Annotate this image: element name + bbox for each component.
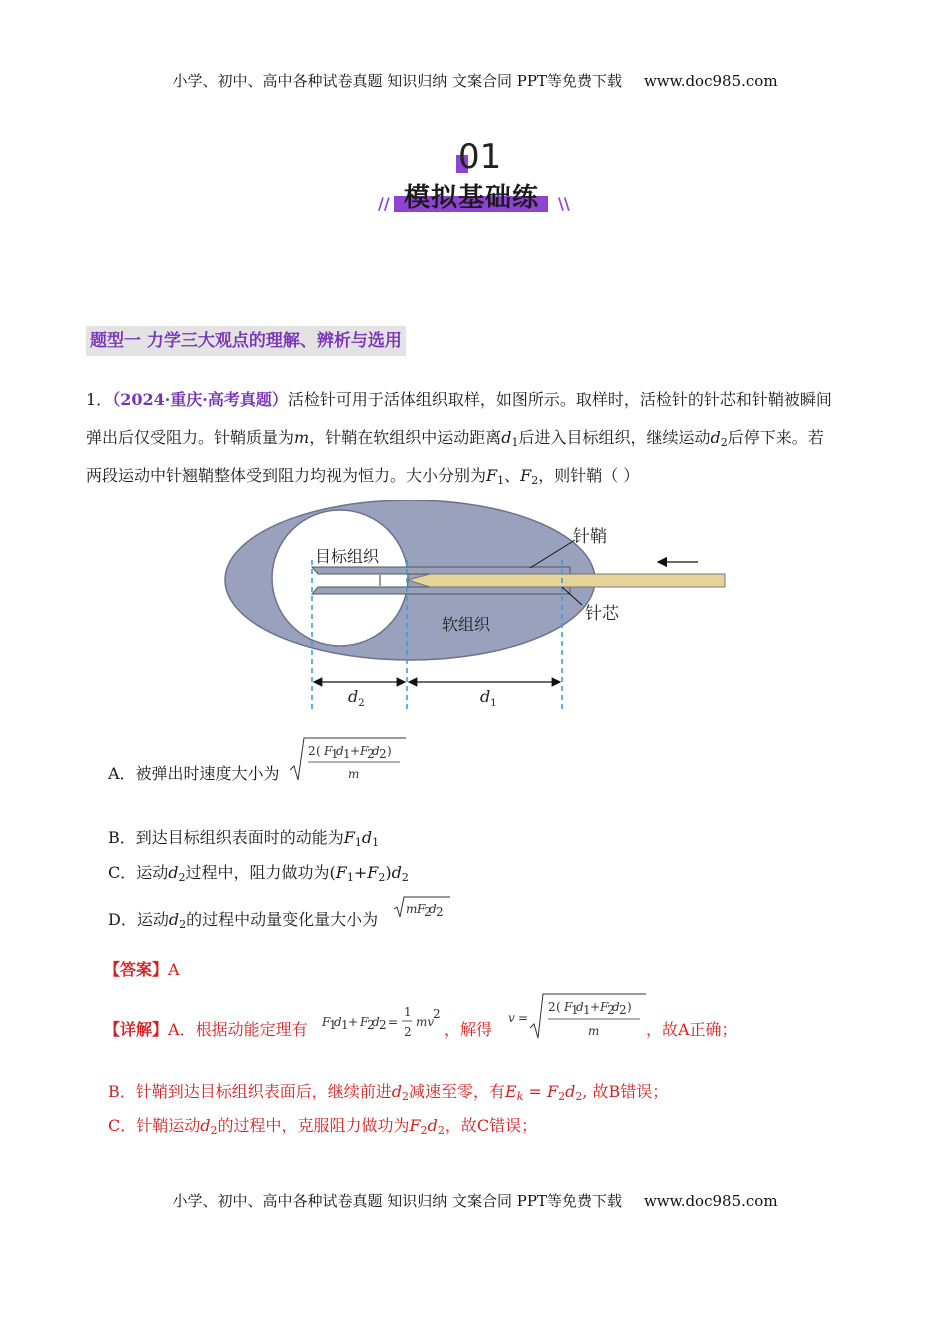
svg-text:2: 2 — [308, 744, 316, 758]
question-line-3 — [86, 457, 866, 495]
option-b-text: B．到达目标组织表面时的动能为 — [108, 828, 344, 847]
section-right-deco: \\ — [558, 194, 570, 213]
equals: = — [523, 1082, 547, 1101]
sheath-top — [312, 567, 570, 574]
header-text: 小学、初中、高中各种试卷真题 知识归纳 文案合同 PPT等免费下载 — [172, 72, 622, 90]
option-d-formula — [392, 895, 452, 921]
svg-text:=: = — [518, 1011, 529, 1025]
section-title — [378, 180, 578, 220]
detail-b-text-c: , 故B错误； — [582, 1082, 669, 1101]
svg-text:F: F — [417, 902, 426, 916]
var-F1: F — [486, 466, 498, 485]
question-number: 1． — [86, 390, 113, 409]
var-F: F — [409, 1116, 421, 1135]
svg-text:): ) — [387, 744, 392, 758]
var-d: d — [565, 1082, 576, 1101]
option-c-text-b: 过程中，阻力做功为( — [185, 863, 336, 882]
var-d: d — [391, 1082, 403, 1101]
sub-2: 2 — [210, 1124, 218, 1137]
q3-text-c: ，则针鞘（ ） — [538, 466, 640, 485]
detail-a-text-c: ，故A正确； — [646, 1020, 738, 1039]
var-d2: d — [710, 428, 721, 447]
sub-2: 2 — [378, 871, 386, 884]
svg-text:1: 1 — [341, 1018, 349, 1032]
label-d1-sub: 1 — [490, 698, 497, 709]
label-d2 — [348, 687, 365, 709]
svg-text:2: 2 — [424, 905, 432, 919]
option-d-text-a: D．运动 — [108, 910, 169, 929]
detail-line-b — [108, 1080, 668, 1104]
sub-2: 2 — [179, 918, 187, 931]
svg-text:F: F — [324, 744, 333, 758]
sub-2: 2 — [178, 871, 186, 884]
var-d: d — [427, 1116, 438, 1135]
close-paren: ) — [385, 863, 392, 882]
section-number-text: 01 — [458, 137, 502, 177]
section-number — [456, 137, 502, 177]
detail-b-text-b: 减速至零，有 — [409, 1082, 506, 1101]
sub-2: 2 — [720, 436, 728, 449]
q2-text-c: 后进入目标组织，继续运动 — [518, 428, 711, 447]
svg-text:2: 2 — [548, 1000, 556, 1014]
detail-line-c — [108, 1114, 537, 1138]
svg-text:1: 1 — [583, 1003, 591, 1017]
var-d: d — [200, 1116, 211, 1135]
label-d2-sub: 2 — [358, 698, 365, 709]
svg-text:F: F — [360, 744, 369, 758]
option-a-formula — [288, 736, 408, 784]
page-footer — [0, 1190, 950, 1211]
question-line-2 — [86, 419, 866, 457]
svg-text:d: d — [612, 1000, 620, 1014]
label-soft-tissue: 软组织 — [442, 615, 491, 634]
q3-text-a: 两段运动中针翘鞘整体受到阻力均视为恒力。大小分别为 — [86, 466, 487, 485]
sub-1: 1 — [346, 871, 354, 884]
var-F: F — [335, 863, 347, 882]
svg-text:F: F — [600, 1000, 609, 1014]
var-d: d — [361, 828, 373, 847]
var-F: F — [343, 828, 355, 847]
var-m: m — [294, 428, 310, 447]
svg-text:2: 2 — [607, 1003, 615, 1017]
svg-text:v: v — [508, 1011, 515, 1025]
svg-text:m: m — [406, 902, 418, 916]
answer-label: 【答案】 — [104, 960, 169, 979]
sub-1: 1 — [372, 836, 380, 849]
svg-text:2: 2 — [404, 1025, 412, 1039]
option-d-text-b: 的过程中动量变化量大小为 — [186, 910, 379, 929]
label-target-tissue: 目标组织 — [315, 547, 380, 566]
option-d — [108, 908, 378, 932]
section-title-text: 模拟基础练 — [404, 183, 540, 213]
question-text-1: 活检针可用于活体组织取样，如图所示。取样时，活检针的针芯和针鞘被瞬间 — [287, 390, 832, 409]
detail-a-formula-2 — [508, 992, 648, 1042]
label-d1-var: d — [480, 687, 491, 706]
sub-2: 2 — [558, 1090, 566, 1103]
svg-text:d: d — [576, 1000, 584, 1014]
svg-text:d: d — [336, 744, 344, 758]
var-F: F — [546, 1082, 559, 1101]
sub-1: 1 — [511, 436, 519, 449]
needle-core — [408, 574, 725, 587]
svg-text:d: d — [334, 1015, 342, 1029]
svg-text:2: 2 — [367, 1018, 375, 1032]
svg-text:F: F — [360, 1015, 369, 1029]
detail-c-text-a: C．针鞘运动 — [108, 1116, 201, 1135]
svg-text:F: F — [322, 1015, 331, 1029]
sub-1: 1 — [497, 474, 505, 487]
option-a — [108, 762, 280, 786]
var-F2: F — [520, 466, 532, 485]
svg-text:2: 2 — [379, 747, 387, 761]
svg-text:d: d — [372, 1015, 380, 1029]
var-F: F — [367, 863, 379, 882]
sub-k: k — [516, 1090, 524, 1103]
topic-heading: 题型一 力学三大观点的理解、辨析与选用 — [86, 326, 406, 356]
q2-text-a: 弹出后仅受阻力。针鞘质量为 — [86, 428, 295, 447]
sub-1: 1 — [354, 836, 362, 849]
needle-figure — [220, 500, 740, 720]
label-core: 针芯 — [585, 604, 619, 624]
q2-text-b: ，针鞘在软组织中运动距离 — [309, 428, 502, 447]
svg-text:2: 2 — [436, 905, 444, 919]
sub-2: 2 — [531, 474, 539, 487]
page-header — [0, 70, 950, 91]
question-line-1 — [86, 381, 866, 419]
sub-2: 2 — [401, 871, 409, 884]
sub-2: 2 — [420, 1124, 428, 1137]
svg-text:m: m — [588, 1024, 600, 1038]
svg-text:1: 1 — [329, 1018, 337, 1032]
q2-text-d: 后停下来。若 — [727, 428, 824, 447]
sub-2: 2 — [437, 1124, 445, 1137]
footer-site: www.doc985.com — [643, 1192, 778, 1210]
detail-line-a-mid — [444, 1018, 492, 1042]
svg-text:2: 2 — [433, 1007, 441, 1021]
sheath-bottom — [312, 587, 570, 594]
svg-text:d: d — [372, 744, 380, 758]
option-a-text: A．被弹出时速度大小为 — [108, 764, 280, 783]
detail-a-text-a: A．根据动能定理有 — [168, 1020, 308, 1039]
option-b — [108, 826, 379, 850]
header-site: www.doc985.com — [643, 72, 778, 90]
answer-value: A — [168, 960, 180, 979]
svg-text:(: ( — [556, 1000, 561, 1014]
svg-text:mv: mv — [416, 1015, 435, 1029]
svg-text:1: 1 — [404, 1005, 412, 1019]
label-sheath: 针鞘 — [573, 527, 607, 547]
var-d: d — [168, 910, 180, 929]
detail-label: 【详解】 — [104, 1020, 169, 1039]
plus: + — [353, 863, 368, 882]
svg-text:d: d — [429, 902, 437, 916]
svg-text:2: 2 — [367, 747, 375, 761]
label-d1 — [480, 687, 497, 709]
detail-c-text-b: 的过程中，克服阻力做功为 — [217, 1116, 410, 1135]
var-d: d — [391, 863, 402, 882]
detail-line-a — [104, 1018, 308, 1042]
footer-text: 小学、初中、高中各种试卷真题 知识归纳 文案合同 PPT等免费下载 — [172, 1192, 622, 1210]
svg-text:+: + — [350, 744, 361, 758]
svg-text:m: m — [348, 767, 360, 781]
svg-text:1: 1 — [571, 1003, 579, 1017]
option-c-text-a: C．运动 — [108, 863, 169, 882]
section-left-deco: // — [378, 194, 390, 213]
answer-line — [104, 958, 180, 982]
svg-text:+: + — [348, 1015, 359, 1029]
svg-text:F: F — [564, 1000, 573, 1014]
detail-line-a-end — [646, 1018, 738, 1042]
svg-text:(: ( — [316, 744, 321, 758]
detail-c-text-c: ，故C错误； — [444, 1116, 538, 1135]
svg-text:2: 2 — [619, 1003, 627, 1017]
option-c — [108, 861, 409, 885]
detail-b-text-a: B．针鞘到达目标组织表面后，继续前进 — [108, 1082, 392, 1101]
var-d: d — [168, 863, 179, 882]
svg-text:1: 1 — [331, 747, 339, 761]
target-tissue-circle — [272, 510, 408, 646]
svg-text:1: 1 — [343, 747, 351, 761]
var-E: E — [505, 1082, 517, 1101]
svg-text:+: + — [590, 1000, 601, 1014]
detail-a-text-b: ，解得 — [444, 1020, 493, 1039]
var-d1: d — [501, 428, 512, 447]
sub-2: 2 — [575, 1090, 583, 1103]
sub-2: 2 — [402, 1090, 410, 1103]
q3-text-b: 、 — [504, 466, 521, 485]
svg-text:=: = — [388, 1015, 399, 1029]
question-source: （2024·重庆·高考真题） — [112, 390, 288, 409]
svg-text:): ) — [627, 1000, 632, 1014]
label-d2-var: d — [348, 687, 359, 706]
svg-text:2: 2 — [379, 1018, 387, 1032]
